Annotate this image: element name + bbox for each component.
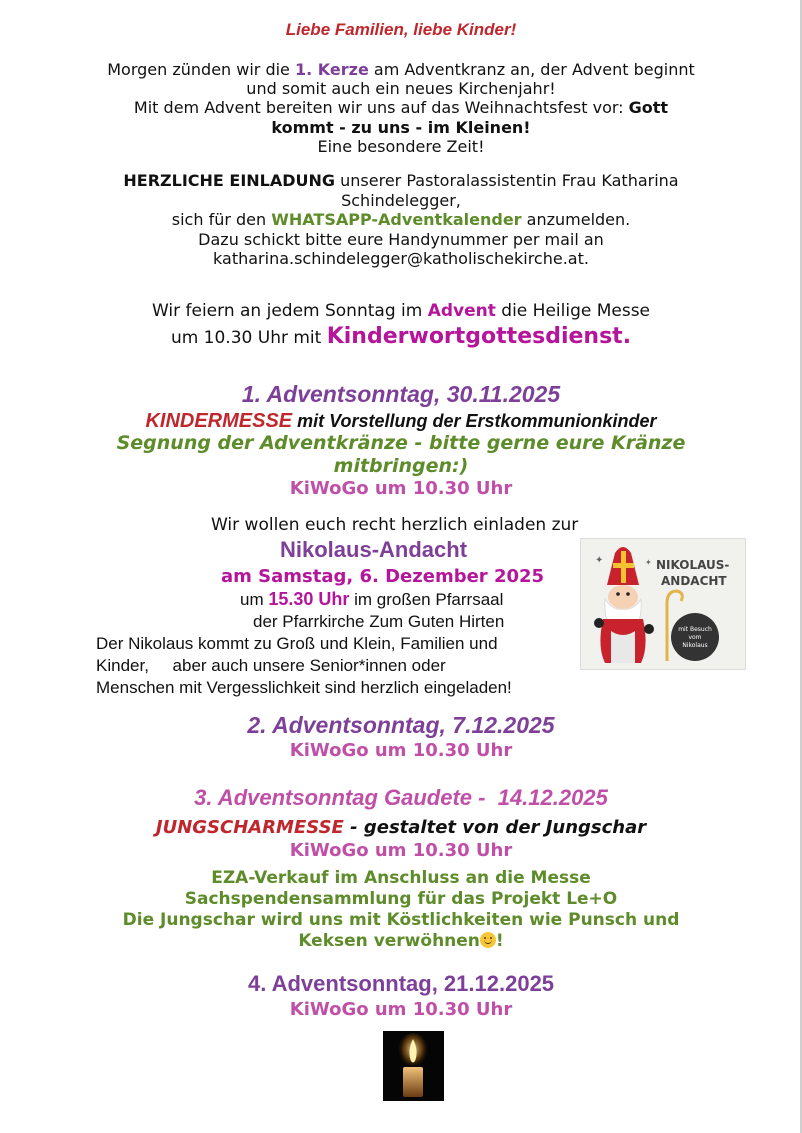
first-candle: 1. Kerze [294,60,369,79]
nikolaus-text: im großen Pfarrsaal [349,590,504,609]
invitation-text: sich für den [171,210,272,229]
whatsapp-adventkalender: WHATSAPP-Adventkalender [271,210,522,229]
kindermesse: KINDERMESSE [145,410,293,432]
eza-text: ! [495,931,504,951]
eye-right [626,592,630,596]
nikolaus-text: um [240,590,269,609]
invitation-line-4: Dazu schickt bitte eure Handynummer per mail an [198,230,604,249]
candle-image [383,1031,444,1101]
invitation-text: anzumelden. [521,210,631,229]
face-shape [608,585,638,609]
sparkle-icon: ✦ [645,558,652,567]
nikolaus-text-3: Menschen mit Vergesslichkeit sind herzlich eingeladen! [96,678,512,697]
robe-front [611,631,635,663]
advent4-kiwogo: KiWoGo um 10.30 Uhr [289,999,513,1020]
intro-text: am Adventkranz an, der Advent beginnt [368,60,695,79]
intro-line-5: Eine besondere Zeit! [317,137,485,156]
intro-line-3 [0,98,802,117]
nikolaus-intro: Wir wollen euch recht herzlich einladen zur [211,515,579,535]
invitation-text: unserer Pastoralassistentin Frau Katharina [335,171,679,190]
advent3-kiwogo: KiWoGo um 10.30 Uhr [289,840,513,861]
eza-line-4 [0,931,802,952]
eza-line-3: Die Jungschar wird uns mit Köstlichkeiten wie Punsch und [122,910,680,930]
advent1-line-2: Segnung der Adventkränze - bitte gerne eure Kränze [116,432,686,454]
sunday-line-2 [0,322,802,353]
nikolaus-date: am Samstag, 6. Dezember 2025 [221,566,545,587]
advent1-title: 1. Adventsonntag, 30.11.2025 [241,381,561,407]
sunday-line-1 [0,300,802,322]
nikolaus-title: Nikolaus-Andacht [280,537,468,562]
candle-drawing [383,1031,444,1101]
hand-left [594,618,604,628]
kinderwortgottesdienst: Kinderwortgottesdienst. [326,324,632,349]
advent1-text: mit Vorstellung der Erstkommunionkinder [292,411,657,431]
smiley-icon [480,932,496,948]
nikolaus-text-2: Kinder, aber auch unsere Senior*innen oder [96,656,446,675]
candle-wax [403,1067,423,1097]
advent1-line-3: mitbringen:) [333,455,469,477]
nikolaus-time-line [240,589,503,610]
sparkle-icon: ✦ [595,555,604,566]
sunday-text: um 10.30 Uhr mit [170,328,327,348]
advent3-title: 3. Adventsonntag Gaudete - 14.12.2025 [194,785,608,810]
jungscharmesse: JUNGSCHARMESSE [155,817,344,838]
badge-text-2: vom [688,634,702,641]
sunday-text: Wir feiern an jedem Sonntag im [151,301,428,321]
badge-text-3: Nikolaus [682,642,708,649]
intro-line-1 [0,60,802,79]
intro-line-4: kommt - zu uns - im Kleinen! [271,118,531,137]
nikolaus-text-1: Der Nikolaus kommt zu Groß und Klein, Familien und [96,634,498,653]
invitation-heading: HERZLICHE EINLADUNG [123,171,336,190]
sunday-text: die Heilige Messe [495,301,651,321]
intro-line-2: und somit auch ein neues Kirchenjahr! [246,79,556,98]
eza-line-2: Sachspendensammlung für das Projekt Le+O [184,889,618,909]
advent1-kiwogo: KiWoGo um 10.30 Uhr [289,478,513,499]
invitation-email[interactable]: katharina.schindelegger@katholischekirche.at. [213,249,589,268]
eza-text: Keksen verwöhnen [298,931,480,951]
invitation-line-3 [0,210,802,229]
eye-left [616,592,620,596]
intro-text: Morgen zünden wir die [107,60,295,79]
greeting: Liebe Familien, liebe Kinder! [285,20,517,39]
eza-line-1: EZA-Verkauf im Anschluss an die Messe [211,868,591,888]
advent-word: Advent [427,301,496,321]
image-title-2: ANDACHT [661,574,727,588]
intro-bold: Gott [628,98,669,117]
nikolaus-time: 15.30 Uhr [268,589,350,609]
advent2-kiwogo: KiWoGo um 10.30 Uhr [289,740,513,761]
badge-text-1: mit Besuch [678,626,712,633]
advent3-line-1 [0,817,802,839]
nikolaus-place: der Pfarrkirche Zum Guten Hirten [253,612,505,631]
invitation-line-2: Schindelegger, [341,191,461,210]
nikolaus-drawing [581,539,745,669]
nikolaus-illustration [580,538,746,670]
advent1-line-1 [0,410,802,432]
intro-text: Mit dem Advent bereiten wir uns auf das Weihnachtsfest vor: [133,98,629,117]
advent2-title: 2. Adventsonntag, 7.12.2025 [247,712,555,738]
mitre-cross-horizontal [613,563,634,568]
hand-right [644,624,654,634]
invitation-line-1 [0,171,802,190]
advent3-text: - gestaltet von der Jungschar [343,817,647,838]
advent4-title: 4. Adventsonntag, 21.12.2025 [247,971,555,996]
image-title-1: NIKOLAUS- [656,558,730,572]
